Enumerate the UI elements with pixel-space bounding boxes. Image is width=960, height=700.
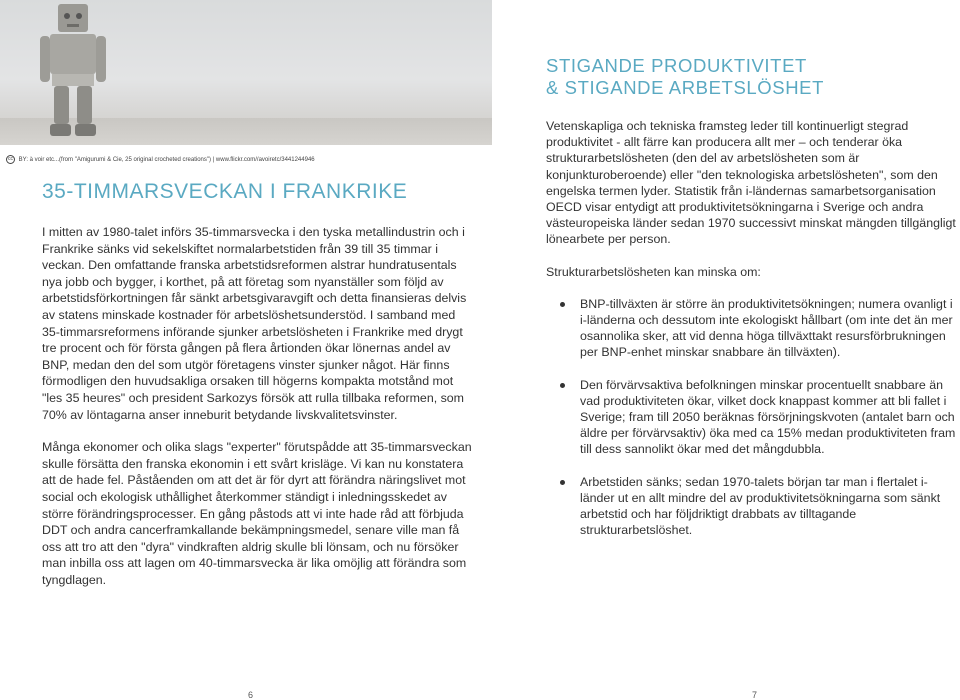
bullet-list [546, 296, 960, 539]
left-heading: 35-TIMMARSVECKAN I FRANKRIKE [42, 180, 408, 203]
right-column [546, 118, 960, 554]
right-subhead: Strukturarbetslösheten kan minska om: [546, 264, 761, 279]
left-paragraph-1: I mitten av 1980-talet införs 35-timmarsvecka i den tyska metallindustrin och i Frankrike sänks vid sekelskiftet normalarbetstiden från 39 till 35 timmar i veckan. Den omfattande franska arbetstidsreformen alstrar hundratusentals nya jobb och bygger, i korthet, på att företag som nyanställer som följd av arbetstidsförkortningen får sänkt arbetsgivaravgift och detta finansieras delvis av statens minskade kostnader för arbetslöshetsunderstöd. I samband med 35-timmarsreformens införande sjunker arbetslösheten i Frankrike med drygt tre procent och för första gången på flera årtionden ökar lönernas andel av BNP, medan den del som utgör företagens vinster sjunker något. Här finns förmodligen den huvudsakliga orsaken till högerns kompakta motstånd mot "les 35 heures" och president Sarkozys försök att rulla tillbaka reformen, som 70% av löntagarna anser inneburit betydande livskvalitetsvinster. [42, 225, 467, 422]
bullet-icon [560, 480, 565, 485]
creative-commons-icon: cc [8, 156, 13, 162]
left-paragraph-2: Många ekonomer och olika slags "experter" förutspådde att 35-timmarsveckan skulle försätta den franska ekonomin i ett svårt krisläge. Vi kan nu konstatera att de hade fel. Påståenden om att det är för dyrt att förändra näringslivet mot social och ekologisk uthållighet återkommer ständigt i inledningsskedet av större förändringsprocesser. En gång påstods att vi inte hade råd att förbjuda DDT och andra cancerframkallande bekämpningsmedel, senare ville man få oss att tro att den "dyra" vindkraften aldrig skulle bli lönsam, och nu försöker man inbilla oss att lagen om 40-timmarsvecka är lika omöjlig att förändra som tyngdlagen. [42, 440, 472, 587]
bullet-icon [560, 302, 565, 307]
list-item [546, 296, 960, 361]
bullet-text: Den förvärvsaktiva befolkningen minskar procentuellt snabbare än vad produktiviteten ökar, vilket dock knappast kommer att bli fallet i Sverige; fram till 2050 beräknas försörjningskvoten (antalet barn och äldre per förvärvsaktiv) öka med ca 15% medan produktiviteten fram till dess sannolikt ökar med det mångdubbla. [580, 377, 956, 457]
right-heading-line-2: & STIGANDE ARBETSLÖSHET [546, 77, 825, 98]
right-heading [546, 55, 824, 99]
page-number-right: 7 [752, 690, 758, 700]
crochet-robot-image [38, 2, 108, 140]
bullet-text: BNP-tillväxten är större än produktivitetsökningen; numera ovanligt i i-länderna och dessutom inte ekologiskt hållbart (om inte det än mer osannolika sker, att vid denna höga tillväxttakt resursförbrukningen per BNP-enhet minskar snabbare än tillväxten). [580, 296, 953, 360]
page-number-left: 6 [248, 690, 254, 700]
bullet-text: Arbetstiden sänks; sedan 1970-talets början tar man i flertalet i-länder ut en allt mindre del av produktivitetsökningarna som sänkt arbetstid och har följdriktigt drabbats av tilltagande strukturarbetslöshet. [580, 474, 941, 538]
right-heading-line-1: STIGANDE PRODUKTIVITET [546, 55, 807, 76]
header-photo [0, 0, 492, 145]
bullet-icon [560, 383, 565, 388]
list-item [546, 377, 960, 458]
right-intro: Vetenskapliga och tekniska framsteg leder till kontinuerligt stegrad produktivitet - allt färre kan producera allt mer – och tenderar öka strukturarbetslösheten (den del av arbetslösheten som är konjunkturoberoende) eller "den teknologiska arbetslösheten", som den engelska termen lyder. Statistik från i-ländernas samarbetsorganisation OECD visar entydigt att produktivitetsökningarna i Sverige och andra västeuropeiska länder sedan 1970 successivt minskat mängden tillgängligt lönearbete per person. [546, 119, 956, 247]
list-item [546, 474, 960, 539]
left-column [42, 224, 472, 604]
photo-credit [6, 155, 315, 164]
photo-credit-text: BY: à voir etc...(from "Amigurumi & Cie, 25 original crocheted creations") | www.flickr.com//avoiretc/3441244946 [18, 157, 315, 164]
